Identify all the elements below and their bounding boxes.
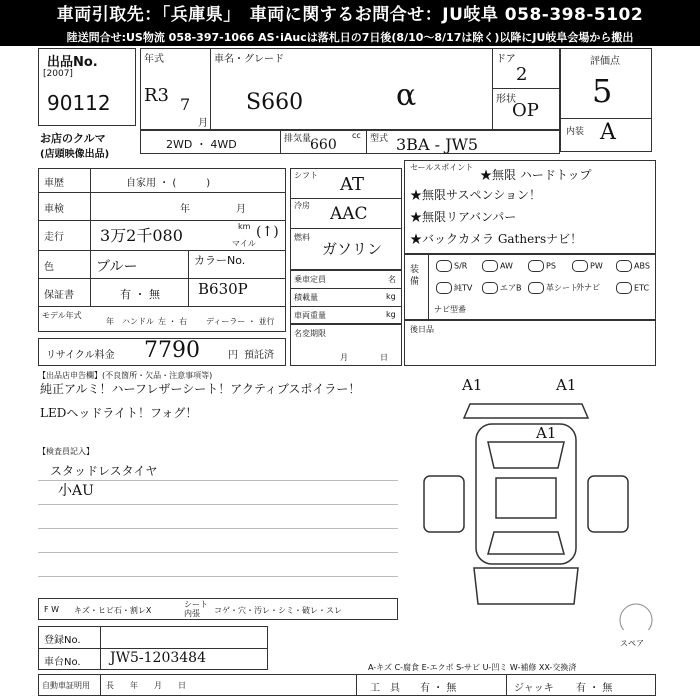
mileage-note: (↑) — [256, 224, 279, 240]
model-value: 3BA - JW5 — [396, 135, 479, 154]
drive-options: 2WD ・ 4WD — [166, 138, 237, 151]
car-diagram — [404, 372, 656, 630]
load-unit: kg — [386, 292, 396, 301]
score-label: 評価点 — [590, 56, 620, 67]
inspector-line-1: スタッドレスタイヤ — [50, 464, 158, 478]
jack-value: 有 ・ 無 — [576, 683, 613, 694]
lot-label: 出品No. — [47, 55, 98, 70]
recycle-unit: 円 — [228, 350, 238, 361]
exhibit-line-2: LEDヘッドライト！フォグ！ — [40, 406, 198, 420]
header-line-2: 陸送問合せ:US物流 058-397-1066 AS･iAucは落札日の7日後(8/10～8/17は除く)以降にJU岐阜会場から搬出 — [0, 30, 700, 46]
cert-label: 自動車証明用 — [42, 681, 90, 690]
capacity-label: 乗車定員 — [294, 275, 326, 284]
right-side-outline — [588, 476, 628, 532]
fw-items: キズ・ヒビ石・割レX — [74, 606, 152, 615]
cooling-label: 冷房 — [294, 201, 310, 210]
recycle-note: 預託済 — [244, 350, 274, 361]
year-label: 年式 — [144, 54, 164, 65]
damage-mark-1: A1 — [462, 376, 483, 394]
fuel-value: ガソリン — [322, 240, 383, 258]
tools-value: 有 ・ 無 — [420, 683, 457, 694]
spare-tire-outline — [620, 604, 652, 630]
shape-label: 形状 — [496, 94, 516, 105]
tools-label: 工 具 — [370, 683, 400, 694]
capacity-unit: 名 — [388, 275, 396, 284]
mileage-unit-km: km — [238, 222, 251, 231]
weight-label: 車両重量 — [294, 311, 326, 320]
year-value: R3 — [144, 85, 170, 106]
reg-label: 登録No. — [44, 635, 81, 646]
name-label: 車名・グレード — [214, 54, 284, 65]
front-outline — [474, 568, 578, 604]
inspector-line-2: 小AU — [58, 483, 94, 499]
cert-date: 長 年 月 日 — [106, 681, 186, 690]
rear-window-outline — [488, 442, 564, 468]
inspector-label: 【検査員記入】 — [38, 447, 94, 456]
sales-point-3: ★無限リアバンパー — [410, 210, 517, 224]
interior-label: 内装 — [566, 127, 585, 137]
damage-mark-3: A1 — [536, 424, 557, 442]
color-value: ブルー — [96, 259, 138, 275]
weight-unit: kg — [386, 310, 396, 319]
sales-point-2: ★無限サスペンション！ — [410, 188, 541, 202]
seat-items: コゲ・穴・汚レ・シミ・破レ・スレ — [214, 606, 342, 615]
jack-label: ジャッキ — [514, 683, 554, 694]
mileage-label: 走行 — [44, 232, 64, 243]
equip-ps: PS — [528, 260, 556, 272]
spoiler-outline — [464, 404, 588, 418]
equip-pw: PW — [572, 260, 603, 272]
chassis-label: 車台No. — [44, 657, 81, 668]
inspection-month: 月 — [236, 204, 246, 215]
shift-label: シフト — [294, 171, 318, 180]
handle-label: ハンドル — [122, 317, 154, 326]
model-label: 型式 — [370, 134, 389, 144]
shape-value: OP — [512, 100, 539, 121]
mileage-value: 3万2千080 — [100, 226, 183, 245]
grade-value: α — [396, 78, 417, 113]
rename-month: 月 — [340, 353, 348, 362]
recycle-value: 7790 — [144, 338, 200, 363]
windshield-outline — [488, 532, 564, 554]
rename-label: 名変期限 — [294, 329, 326, 338]
sales-point-4: ★バックカメラ Gathersナビ！ — [410, 232, 583, 246]
name-value: S660 — [246, 90, 304, 115]
color-no-value: B630P — [198, 280, 248, 298]
shift-value: AT — [340, 174, 365, 195]
cooling-value: AAC — [330, 204, 368, 224]
inspection-label: 車検 — [44, 204, 64, 215]
model-year-label: モデル年式 — [42, 311, 82, 320]
handle-value: 左 ・ 右 — [158, 317, 188, 326]
score-value: 5 — [592, 72, 613, 110]
inspection-year: 年 — [180, 204, 190, 215]
equip-tv: 純TV — [436, 282, 472, 294]
interior-value: A — [600, 120, 616, 145]
warranty-value: 有 ・ 無 — [120, 288, 160, 301]
color-label: 色 — [44, 262, 54, 273]
displacement-value: 660 — [310, 137, 337, 153]
month-value: 7 — [180, 95, 191, 114]
displacement-unit: cc — [352, 131, 361, 140]
equip-ext-nav: 外ナビ — [576, 283, 600, 292]
warranty-label: 保証書 — [44, 290, 74, 301]
header-line-1: 車両引取先：「兵庫県」 車両に関するお問合せ：JU岐阜 058-398-5102 — [0, 0, 700, 30]
roof-outline — [496, 478, 556, 518]
fw-label: F W — [44, 605, 60, 614]
equipment-label: 装備 — [410, 265, 420, 287]
lot-box — [38, 48, 136, 126]
displacement-label: 排気量 — [284, 134, 312, 144]
door-value: 2 — [516, 64, 528, 85]
rename-day: 日 — [380, 353, 388, 362]
nav-label: ナビ型番 — [434, 305, 466, 314]
chassis-value: JW5-1203484 — [110, 650, 206, 666]
after-box — [404, 320, 656, 366]
door-label: ドア — [496, 54, 516, 65]
equip-sr: S/R — [436, 260, 467, 272]
lot-number: 90112 — [47, 91, 111, 115]
model-year-unit: 年 — [106, 317, 114, 326]
equip-airbag: エアB — [482, 282, 522, 294]
spare-label: スペア — [620, 639, 644, 648]
history-label: 車歴 — [44, 178, 64, 189]
recycle-label: リサイクル料金 — [46, 350, 115, 361]
equip-leather: 革シート — [528, 282, 578, 294]
equip-etc: ETC — [616, 282, 649, 294]
lot-year-code: [2007] — [43, 69, 73, 79]
history-value: 自家用 ・ ( ) — [126, 178, 211, 189]
fuel-label: 燃料 — [294, 233, 310, 242]
exhibit-label: 【出品店申告欄】(不良箇所・欠品・注意事項等) — [38, 371, 213, 380]
shop-label: お店のクルマ — [40, 132, 106, 145]
exhibit-line-1: 純正アルミ！ハーフレザーシート！アクティブスポイラー！ — [40, 382, 361, 396]
color-no-label: カラーNo. — [194, 254, 246, 267]
sales-point-1: ★無限 ハードトップ — [480, 168, 592, 182]
damage-mark-2: A1 — [556, 376, 577, 394]
month-unit: 月 — [198, 118, 208, 129]
mileage-unit-mile: マイル — [232, 239, 256, 248]
load-label: 積載量 — [294, 293, 318, 302]
sales-points-label: セールスポイント — [410, 163, 474, 172]
equip-abs: ABS — [616, 260, 650, 272]
dealer-label: ディーラー ・ 並行 — [206, 317, 275, 326]
shop-sub: (店頭映像出品) — [40, 149, 110, 160]
equip-aw: AW — [482, 260, 513, 272]
seat-label: シート内張 — [184, 600, 208, 618]
left-side-outline — [424, 476, 464, 532]
damage-legend: A-キズ C-腐食 E-エクボ S-サビ U-凹ミ W-補修 XX-交換済 — [368, 663, 577, 672]
after-label: 後日品 — [410, 325, 434, 334]
